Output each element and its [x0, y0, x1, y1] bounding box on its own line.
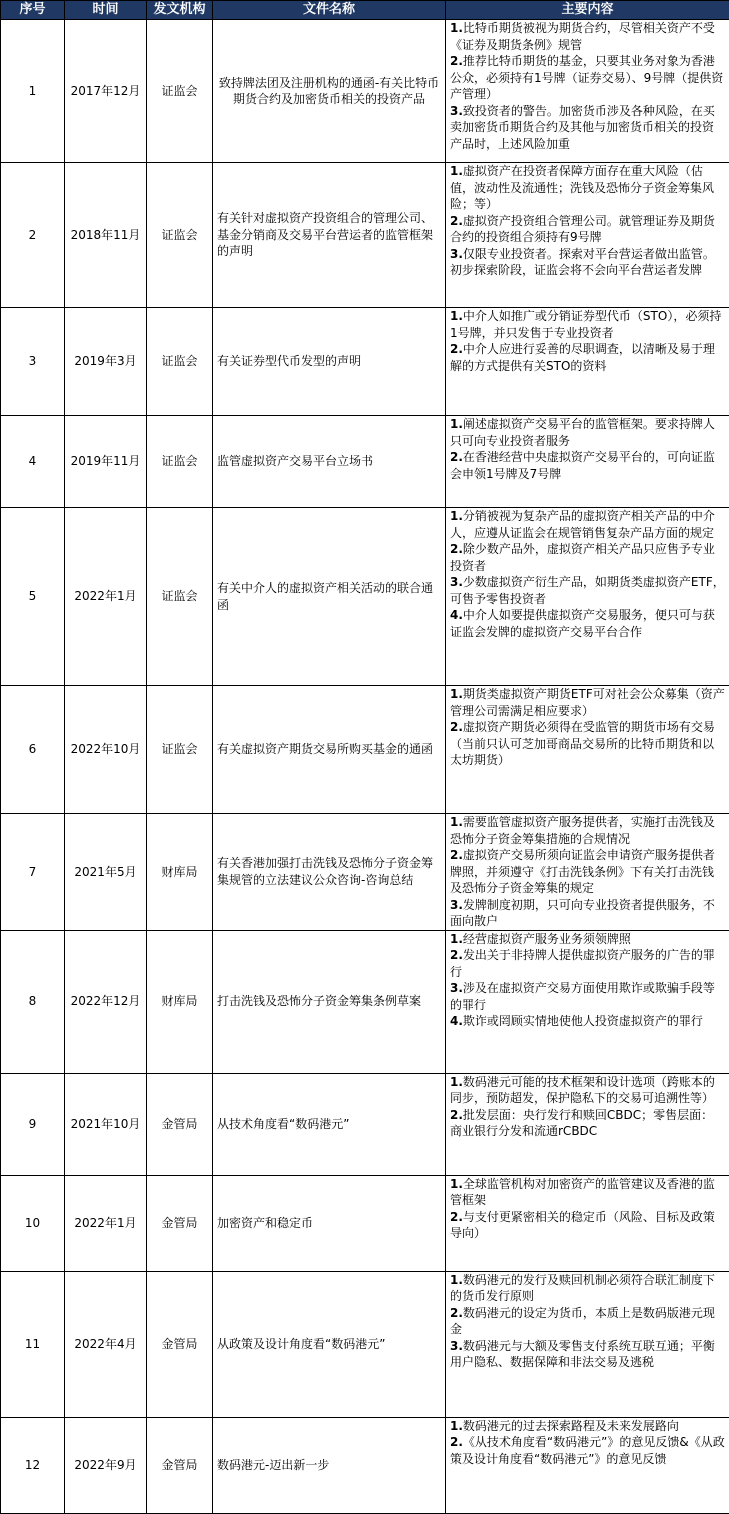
row-content-cell	[446, 20, 729, 163]
content-point-number: 3.	[450, 1339, 463, 1353]
content-point	[450, 1434, 725, 1467]
row-date-cell: 2022年9月	[65, 1417, 147, 1513]
content-point	[450, 1107, 725, 1140]
content-point-number: 2.	[450, 1210, 463, 1224]
row-title-cell: 从技术角度看“数码港元”	[213, 1073, 446, 1175]
content-point	[450, 574, 725, 607]
content-point-number: 3.	[450, 575, 463, 589]
row-title-cell: 打击洗钱及恐怖分子资金筹集条例草案	[213, 930, 446, 1073]
content-point-number: 1.	[450, 417, 463, 431]
row-date-cell: 2021年5月	[65, 814, 147, 931]
content-point-text: 虚拟资产期货必须得在受监管的期货市场有交易（当前只认可芝加哥商品交易所的比特币期货和以太坊期货）	[450, 720, 715, 767]
row-date-cell: 2022年10月	[65, 686, 147, 814]
content-point	[450, 686, 725, 719]
content-point-number: 4.	[450, 608, 463, 622]
table-row	[1, 686, 729, 814]
row-date-cell: 2022年1月	[65, 1175, 147, 1271]
content-point	[450, 53, 725, 103]
content-point-number: 1.	[450, 509, 463, 523]
content-point-text: 数码港元与大额及零售支付系统互联互通；平衡用户隐私、数据保障和非法交易及逃税	[450, 1339, 715, 1370]
row-content-cell	[446, 1271, 729, 1417]
row-title-cell: 有关香港加强打击洗钱及恐怖分子资金筹集规管的立法建议公众咨询-咨询总结	[213, 814, 446, 931]
row-date-cell: 2018年11月	[65, 163, 147, 308]
table-row	[1, 1175, 729, 1271]
content-point-text: 发出关于非持牌人提供虚拟资产服务的广告的罪行	[450, 948, 715, 979]
content-point	[450, 1176, 725, 1209]
row-index-cell: 9	[1, 1073, 65, 1175]
content-point-number: 3.	[450, 247, 463, 261]
content-point-number: 1.	[450, 21, 463, 35]
content-point	[450, 1209, 725, 1242]
content-point-text: 虚拟资产交易所须向证监会申请资产服务提供者牌照，并须遵守《打击洗钱条例》下有关打击洗钱及恐怖分子资金筹集的规定	[450, 848, 715, 895]
content-point	[450, 980, 725, 1013]
row-date-cell: 2022年12月	[65, 930, 147, 1073]
content-point-text: 需要监管虚拟资产服务提供者，实施打击洗钱及恐怖分子资金筹集措施的合规情况	[450, 815, 715, 846]
content-point-number: 1.	[450, 932, 463, 946]
row-content-cell	[446, 1417, 729, 1513]
row-issuer-cell: 证监会	[147, 20, 213, 163]
content-point-number: 2.	[450, 1108, 463, 1122]
content-point	[450, 213, 725, 246]
content-point-number: 1.	[450, 1419, 463, 1433]
row-index-cell: 6	[1, 686, 65, 814]
content-point-text: 经营虚拟资产服务业务须领牌照	[463, 932, 631, 946]
content-point-text: 比特币期货被视为期货合约，尽管相关资产不受《证券及期货条例》规管	[450, 21, 715, 52]
row-index-cell: 8	[1, 930, 65, 1073]
header-issuer: 发文机构	[147, 1, 213, 20]
row-issuer-cell: 金管局	[147, 1175, 213, 1271]
content-point	[450, 341, 725, 374]
row-title-cell: 数码港元-迈出新一步	[213, 1417, 446, 1513]
content-point	[450, 897, 725, 930]
row-content-cell	[446, 416, 729, 508]
row-title-cell: 有关证券型代币发型的声明	[213, 308, 446, 416]
row-issuer-cell: 金管局	[147, 1073, 213, 1175]
row-title-cell: 有关针对虚拟资产投资组合的管理公司、基金分销商及交易平台营运者的监管框架的声明	[213, 163, 446, 308]
content-point-text: 虚拟资产在投资者保障方面存在重大风险（估值，波动性及流通性；洗钱及恐怖分子资金筹集风险；等）	[450, 164, 714, 211]
content-point	[450, 416, 725, 449]
content-point	[450, 931, 725, 948]
content-point-text: 除少数产品外，虚拟资产相关产品只应售予专业投资者	[450, 542, 715, 573]
row-content-cell	[446, 814, 729, 931]
content-point-number: 1.	[450, 1273, 463, 1287]
content-point-number: 1.	[450, 309, 463, 323]
content-point-text: 在香港经营中央虚拟资产交易平台的，可向证监会申领1号牌及7号牌	[450, 450, 715, 481]
row-index-cell: 7	[1, 814, 65, 931]
content-point	[450, 1013, 725, 1030]
content-point-text: 发牌制度初期，只可向专业投资者提供服务，不面向散户	[450, 898, 715, 929]
table-row	[1, 1073, 729, 1175]
row-index-cell: 2	[1, 163, 65, 308]
row-issuer-cell: 证监会	[147, 416, 213, 508]
content-point	[450, 1272, 725, 1305]
content-point	[450, 1074, 725, 1107]
content-point	[450, 1418, 725, 1435]
content-point	[450, 814, 725, 847]
content-point-text: 批发层面：央行发行和赎回CBDC；零售层面：商业银行分发和流通rCBDC	[450, 1108, 713, 1139]
content-point	[450, 20, 725, 53]
row-date-cell: 2017年12月	[65, 20, 147, 163]
row-title-cell: 加密资产和稳定币	[213, 1175, 446, 1271]
content-point	[450, 1338, 725, 1371]
content-point-number: 2.	[450, 848, 463, 862]
row-issuer-cell: 财库局	[147, 814, 213, 931]
table-row	[1, 814, 729, 931]
row-content-cell	[446, 686, 729, 814]
content-point-number: 3.	[450, 981, 463, 995]
row-index-cell: 1	[1, 20, 65, 163]
header-index: 序号	[1, 1, 65, 20]
table-row	[1, 308, 729, 416]
content-point-number: 1.	[450, 687, 463, 701]
content-point-number: 2.	[450, 450, 463, 464]
content-point	[450, 607, 725, 640]
table-row	[1, 1417, 729, 1513]
content-point	[450, 508, 725, 541]
content-point-text: 欺诈或罔顾实情地使他人投资虚拟资产的罪行	[463, 1014, 703, 1028]
table-row	[1, 416, 729, 508]
content-point	[450, 449, 725, 482]
content-point-number: 4.	[450, 1014, 463, 1028]
content-point-text: 推荐比特币期货的基金，只要其业务对象为香港公众，必须持有1号牌（证券交易）、9号牌（提供资产管理）	[450, 54, 723, 101]
content-point-text: 中介人如要提供虚拟资产交易服务，便只可与获证监会发牌的虚拟资产交易平台合作	[450, 608, 715, 639]
row-index-cell: 12	[1, 1417, 65, 1513]
row-index-cell: 5	[1, 508, 65, 686]
content-point	[450, 947, 725, 980]
header-document-title: 文件名称	[213, 1, 446, 20]
content-point-text: 仅限专业投资者。探索对平台营运者做出监管。初步探索阶段，证监会将不会向平台营运者发牌	[450, 247, 715, 278]
row-title-cell: 监管虚拟资产交易平台立场书	[213, 416, 446, 508]
content-point-number: 2.	[450, 54, 463, 68]
content-point	[450, 1305, 725, 1338]
content-point-number: 2.	[450, 1435, 463, 1449]
row-index-cell: 3	[1, 308, 65, 416]
content-point	[450, 847, 725, 897]
content-point-number: 2.	[450, 542, 463, 556]
header-row	[1, 1, 729, 20]
row-title-cell: 致持牌法团及注册机构的通函-有关比特币期货合约及加密货币相关的投资产品	[213, 20, 446, 163]
row-content-cell	[446, 1175, 729, 1271]
content-point-text: 少数虚拟资产衍生产品，如期货类虚拟资产ETF，可售予零售投资者	[450, 575, 725, 606]
row-content-cell	[446, 308, 729, 416]
content-point-number: 2.	[450, 1306, 463, 1320]
content-point-text: 中介人如推广或分销证券型代币（STO），必须持1号牌，并只发售于专业投资者	[450, 309, 721, 340]
row-content-cell	[446, 163, 729, 308]
content-point	[450, 719, 725, 769]
content-point-number: 3.	[450, 104, 463, 118]
content-point-text: 《从技术角度看“数码港元”》的意见反馈&《从政策及设计角度看“数码港元”》的意见反馈	[450, 1435, 725, 1466]
row-issuer-cell: 证监会	[147, 508, 213, 686]
row-title-cell: 有关虚拟资产期货交易所购买基金的通函	[213, 686, 446, 814]
row-date-cell: 2019年3月	[65, 308, 147, 416]
content-point-text: 分销被视为复杂产品的虚拟资产相关产品的中介人，应遵从证监会在规管销售复杂产品方面的规定	[450, 509, 715, 540]
row-issuer-cell: 财库局	[147, 930, 213, 1073]
header-main-content: 主要内容	[446, 1, 729, 20]
table-row	[1, 163, 729, 308]
content-point-text: 与支付更紧密相关的稳定币（风险、目标及政策导向）	[450, 1210, 715, 1241]
content-point	[450, 103, 725, 153]
content-point-text: 致投资者的警告。加密货币涉及各种风险，在买卖加密货币期货合约及其他与加密货币相关的投资产品时，上述风险加重	[450, 104, 715, 151]
content-point	[450, 246, 725, 279]
row-title-cell: 有关中介人的虚拟资产相关活动的联合通函	[213, 508, 446, 686]
content-point-number: 3.	[450, 898, 463, 912]
content-point	[450, 541, 725, 574]
content-point-text: 虚拟资产投资组合管理公司。就管理证券及期货合约的投资组合须持有9号牌	[450, 214, 715, 245]
content-point-text: 阐述虚拟资产交易平台的监管框架。要求持牌人只可向专业投资者服务	[450, 417, 715, 448]
content-point-text: 数码港元可能的技术框架和设计选项（跨账本的同步，预防超发，保护隐私下的交易可追溯性等）	[450, 1075, 715, 1106]
content-point-number: 2.	[450, 342, 463, 356]
content-point-text: 涉及在虚拟资产交易方面使用欺诈或欺骗手段等的罪行	[450, 981, 715, 1012]
content-point-text: 期货类虚拟资产期货ETF可对社会公众募集（资产管理公司需满足相应要求）	[450, 687, 725, 718]
content-point-number: 1.	[450, 164, 463, 178]
row-issuer-cell: 证监会	[147, 686, 213, 814]
content-point	[450, 163, 725, 213]
content-point	[450, 308, 725, 341]
row-index-cell: 10	[1, 1175, 65, 1271]
content-point-text: 数码港元的发行及赎回机制必须符合联汇制度下的货币发行原则	[450, 1273, 715, 1304]
table-row	[1, 1271, 729, 1417]
content-point-number: 1.	[450, 1075, 463, 1089]
content-point-number: 1.	[450, 1177, 463, 1191]
content-point-number: 1.	[450, 815, 463, 829]
row-date-cell: 2022年1月	[65, 508, 147, 686]
content-point-number: 2.	[450, 214, 463, 228]
row-title-cell: 从政策及设计角度看“数码港元”	[213, 1271, 446, 1417]
content-point-text: 中介人应进行妥善的尽职调查，以清晰及易于理解的方式提供有关STO的资料	[450, 342, 715, 373]
content-point-text: 全球监管机构对加密资产的监管建议及香港的监管框架	[450, 1177, 715, 1208]
table-row	[1, 930, 729, 1073]
row-issuer-cell: 证监会	[147, 163, 213, 308]
row-content-cell	[446, 508, 729, 686]
content-point-number: 2.	[450, 720, 463, 734]
content-point-number: 2.	[450, 948, 463, 962]
content-point-text: 数码港元的设定为货币，本质上是数码版港元现金	[450, 1306, 715, 1337]
row-issuer-cell: 金管局	[147, 1417, 213, 1513]
row-date-cell: 2022年4月	[65, 1271, 147, 1417]
table-row	[1, 508, 729, 686]
table-row	[1, 20, 729, 163]
row-date-cell: 2019年11月	[65, 416, 147, 508]
row-content-cell	[446, 930, 729, 1073]
row-date-cell: 2021年10月	[65, 1073, 147, 1175]
content-point-text: 数码港元的过去探索路程及未来发展路向	[463, 1419, 679, 1433]
row-index-cell: 4	[1, 416, 65, 508]
row-content-cell	[446, 1073, 729, 1175]
header-date: 时间	[65, 1, 147, 20]
row-issuer-cell: 金管局	[147, 1271, 213, 1417]
row-index-cell: 11	[1, 1271, 65, 1417]
row-issuer-cell: 证监会	[147, 308, 213, 416]
